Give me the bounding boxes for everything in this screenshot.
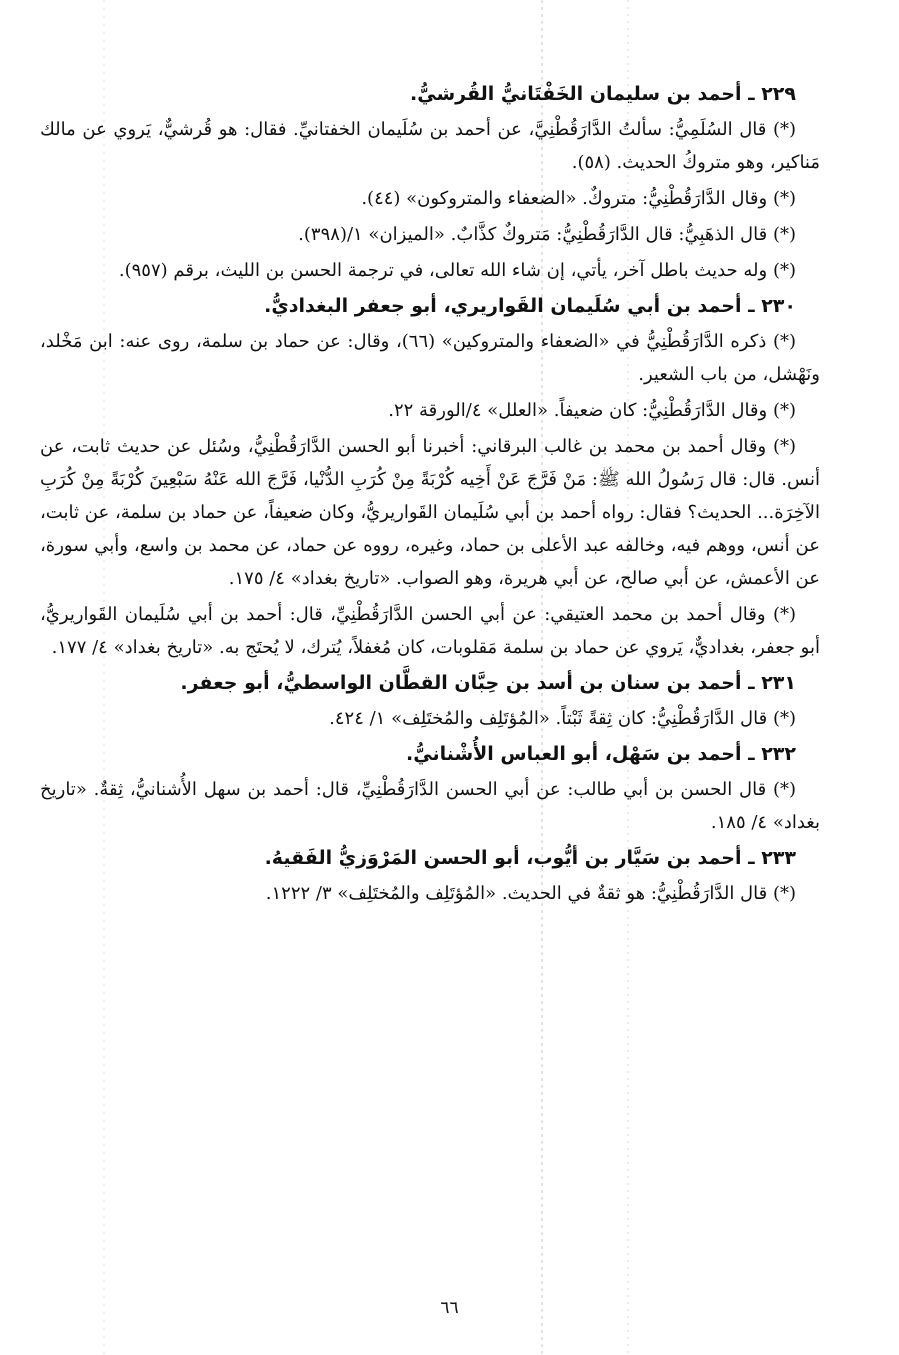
- document-body: [40, 78, 820, 913]
- entry-heading: ٢٣٢ ـ أحمد بن سَهْل، أبو العباس الأُشْنانيُّ.: [406, 743, 796, 765]
- entry-heading: ٢٢٩ ـ أحمد بن سليمان الخَفْتَانيُّ القُرشيُّ.: [410, 83, 796, 105]
- entry-paragraph: (*) ذكره الدَّارَقُطْنِيُّ في «الضعفاء والمتروكين» (٦٦)، وقال: عن حماد بن سلمة، روى عنه: ابن مَخْلد، ونَهْشل، من باب الشعير.: [40, 331, 820, 385]
- entry-229: [40, 78, 820, 287]
- entry-233: [40, 842, 820, 910]
- entry-230: [40, 290, 820, 664]
- entry-paragraph: (*) قال الحسن بن أبي طالب: عن أبي الحسن الدَّارَقُطْنِيِّ، قال: أحمد بن سهل الأُشنانيُّ، ثِقةٌ. «تاريخ بغداد» ٤/ ١٨٥.: [40, 779, 820, 833]
- entry-paragraph: (*) قال الذهَبِيُّ: قال الدَّارَقُطْنِيُّ: مَتروكٌ كذَّابٌ. «الميزان» ١/(٣٩٨).: [298, 224, 796, 245]
- entry-paragraph: (*) قال الدَّارَقُطْنِيُّ: كان ثِقةً ثَبْتاً. «المُؤتَلِف والمُختَلِف» ١/ ٤٢٤.: [329, 708, 796, 729]
- entry-paragraph: (*) وقال الدَّارَقُطْنِيُّ: متروكٌ. «الضعفاء والمتروكون» (٤٤).: [361, 188, 796, 209]
- page-number: ٦٦: [440, 1298, 459, 1318]
- entry-232: [40, 738, 820, 839]
- entry-heading: ٢٣٠ ـ أحمد بن أبي سُلَيمان القَواريري، أبو جعفر البغداديُّ.: [264, 295, 796, 317]
- entry-paragraph: (*) وقال أحمد بن محمد بن غالب البرقاني: أخبرنا أبو الحسن الدَّارَقُطْنِيُّ، وسُئل عن حديث ثابت، عن أنس. قال: قال رَسُولُ الله ﷺ: مَنْ فَرَّجَ عَنْ أَخِيه كُرْبَةً مِنْ كُرَبِ الدُّنْيا، فَرَّجَ الله عَنْهُ سَبْعِينَ كُرْبَةً مِنْ كُرَبِ الآخِرَة... الحديث؟ فقال: رواه أحمد بن أبي سُلَيمان القَواريريُّ، وكان ضعيفاً، عن حماد بن سلمة، عن ثابت، عن أنس، ووهم فيه، وخالفه عبد الأعلى بن حماد، وغيره، رووه عن حماد، عن محمد بن واسع، وأبي سورة، عن الأعمش، عن أبي صالح، عن أبي هريرة، وهو الصواب. «تاريخ بغداد» ٤/ ١٧٥.: [40, 436, 820, 589]
- entry-heading: ٢٣١ ـ أحمد بن سنان بن أسد بن حِبَّان القطَّان الواسطيُّ، أبو جعفر.: [180, 672, 796, 694]
- entry-231: [40, 667, 820, 735]
- entry-paragraph: (*) قال الدَّارَقُطْنِيُّ: هو ثقةٌ في الحديث. «المُؤتَلِف والمُختَلِف» ٣/ ١٢٢٢.: [265, 883, 796, 904]
- entry-paragraph: (*) قال السُلَمِيُّ: سألتُ الدَّارَقُطْنِيَّ، عن أحمد بن سُلَيمان الخفتانيِّ. فقال: هو قُرشيٌّ، يَروي عن مالك مَناكير، وهو متروكُ الحديث. (٥٨).: [40, 119, 820, 173]
- entry-paragraph: (*) وله حديث باطل آخر، يأتي، إن شاء الله تعالى، في ترجمة الحسن بن الليث، برقم (٩٥٧).: [118, 260, 796, 281]
- entry-paragraph: (*) وقال الدَّارَقُطْنِيُّ: كان ضعيفاً. «العلل» ٤/الورقة ٢٢.: [388, 400, 796, 421]
- entry-paragraph: (*) وقال أحمد بن محمد العتيقي: عن أبي الحسن الدَّارَقُطْنِيِّ، قال: أحمد بن أبي سُلَيمان القَواريريُّ، أبو جعفر، بغداديٌّ، يَروي عن حماد بن سلمة مَقلوبات، كان مُغفلاً، يُترك، لا يُحتَج به. «تاريخ بغداد» ٤/ ١٧٧.: [40, 604, 820, 658]
- entry-heading: ٢٣٣ ـ أحمد بن سَيَّار بن أيُّوب، أبو الحسن المَرْوَزيُّ الفَقيهُ.: [264, 847, 796, 869]
